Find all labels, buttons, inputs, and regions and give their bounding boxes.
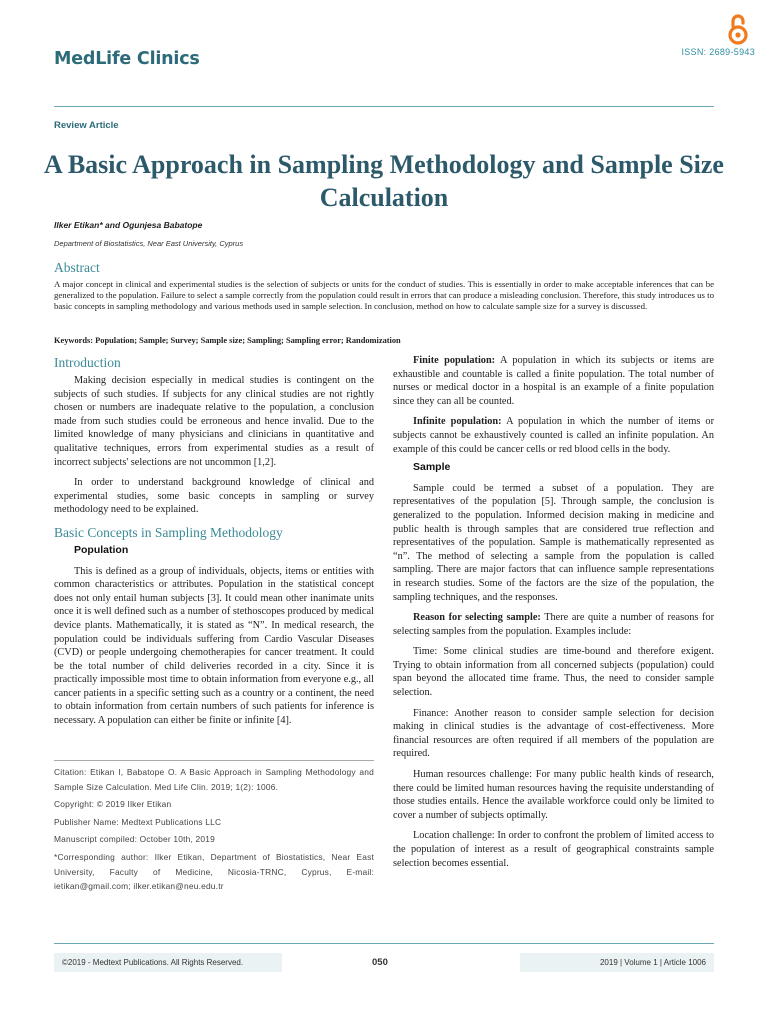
issn-label: ISSN: 2689-5943 [681, 47, 755, 57]
open-access-icon[interactable] [727, 12, 749, 46]
reason-label: Reason for selecting sample: [413, 612, 541, 624]
infinite-population-paragraph [393, 415, 714, 456]
keywords: Keywords: Population; Sample; Survey; Sample size; Sampling; Sampling error; Randomization [54, 336, 401, 345]
sample-paragraph: Sample could be termed a subset of a population. They are representatives of the population [5]. Through sample, the conclusion is generalized to the population. Informed decision making in medicine and public health is through samples that are considered true reflection and representatives of the population. Sample is mathematically represented as “n”. The method of selecting a sample from the population is called sampling. There are major factors that can influence sample representations in research studies. Some of the factors are the size of the population, the sampling techniques, and the responses. [393, 482, 714, 603]
introduction-heading: Introduction [54, 355, 121, 370]
header-divider [54, 106, 714, 107]
reason-text: There are quite a number of reasons for selecting samples from the population. Examples include: [393, 612, 714, 637]
page-number: 050 [372, 957, 388, 968]
footer-divider [54, 943, 714, 944]
citation-divider [54, 760, 374, 761]
citation-box [54, 765, 374, 897]
corresponding-author: *Corresponding author: Ilker Etikan, Department of Biostatistics, Near East University, Faculty of Medicine, Nicosia-TRNC, Cyprus, E-mail: ietikan@gmail.com; ilker.etikan@neu.edu.tr [54, 851, 374, 892]
footer-volume: 2019 | Volume 1 | Article 1006 [520, 953, 714, 972]
human-resources-paragraph: Human resources challenge: For many public health kinds of research, there could be limited human resources having the requisite understanding of those studies entails. Hence the available workforce could only be limited to cover a number of subjects optimally. [393, 769, 714, 821]
affiliation: Department of Biostatistics, Near East University, Cyprus [54, 239, 244, 248]
article-type: Review Article [54, 120, 119, 131]
infinite-population-text: A population in which the number of items or subjects cannot be exhaustively counted is called an infinite population. An example of this could be cancer cells or red blood cells in the body. [393, 416, 714, 455]
population-heading: Population [74, 543, 129, 556]
article-title: A Basic Approach in Sampling Methodology and Sample Size Calculation [44, 150, 724, 212]
sample-heading: Sample [413, 461, 451, 474]
reason-paragraph [393, 611, 714, 638]
time-paragraph: Time: Some clinical studies are time-bound and therefore exigent. Trying to obtain information from all concerned subjects (population) could span beyond the allocated time frame. Thus, the need to consider sample selection. [393, 646, 714, 699]
abstract-heading: Abstract [54, 260, 100, 275]
finance-paragraph: Finance: Another reason to consider sample selection for decision making in clinical studies is the advantage of cost-effectiveness. More financial resources are often required if all members of the population are required. [393, 707, 714, 760]
copyright-text: Copyright: © 2019 Ilker Etikan [54, 799, 172, 810]
compiled-text: Manuscript compiled: October 10th, 2019 [54, 834, 215, 845]
abstract-text: A major concept in clinical and experimental studies is the selection of subjects or units for the conduct of studies. This is essentially in order to make acceptable inferences that can be generalized to the population. Failure to select a sample correctly from the population could result in errors that can produce a misleading conclusion. Therefore, this study introduces us to basic concepts in sampling methodology and various methods used in sample selection. In conclusion, method on how to calculate sample size for a survey is discussed. [54, 279, 714, 312]
citation-text: Citation: Etikan I, Babatope O. A Basic Approach in Sampling Methodology and Sample Size Calculation. Med Life Clin. 2019; 1(2): 1006. [54, 767, 374, 792]
location-paragraph: Location challenge: In order to confront the problem of limited access to the population of interest as a result of geographical constraints sample selection becomes essential. [393, 830, 714, 869]
intro-paragraph-2: In order to understand background knowledge of clinical and experimental studies, some basic concepts in sampling or survey methodology need to be explained. [54, 477, 374, 516]
authors: Ilker Etikan* and Ogunjesa Babatope [54, 220, 203, 230]
infinite-population-label: Infinite population: [413, 416, 502, 428]
basic-concepts-heading: Basic Concepts in Sampling Methodology [54, 524, 283, 540]
footer-copyright: ©2019 - Medtext Publications. All Rights Reserved. [54, 953, 282, 972]
finite-population-text: A population in which its subjects or items are exhaustible and countable is called a finite population. The total number of nurses or medical doctor in a hospital is an example of a finite population since they can all be counted. [393, 355, 714, 407]
journal-name: MedLife Clinics [54, 49, 200, 69]
left-column [54, 354, 374, 735]
publisher-text: Publisher Name: Medtext Publications LLC [54, 816, 222, 827]
finite-population-label: Finite population: [413, 355, 496, 366]
intro-paragraph-1: Making decision especially in medical studies is contingent on the subjects of such studies. If subjects for any clinical studies are not rightly chosen or numbers are inadequate relative to the population, a conclusion made from such studies could be erroneous and hence invalid. Due to the limited knowledge of many physicians and clinicians in quantitative and qualitative techniques, errors from experimental studies as a result of incorrect subjects' selections are not uncommon [1,2]. [54, 375, 374, 468]
population-paragraph: This is defined as a group of individuals, objects, items or entities with common characteristics or attributes. Population in the statistical concept does not only entail human subjects [3]. It could mean other inanimate units once it is well defined such as a number of stethoscopes produced by medical device plants. Mathematically, it is stated as “N”. In medical research, the population could be individuals suffering from Cardio Vascular Diseases (CVD) or people undergoing chemotherapies for cancer treatment. It could be the total number of child deliveries recorded in a city. Since it is practically impossible most time to obtain information from everyone e.g., all cancer patients in a specific setting such as a country or a continent, the need to obtain information from certain numbers of such patients for inference is necessary. A population can either be finite or infinite [4]. [54, 565, 374, 727]
right-column [393, 354, 714, 877]
finite-population-paragraph [393, 354, 714, 408]
